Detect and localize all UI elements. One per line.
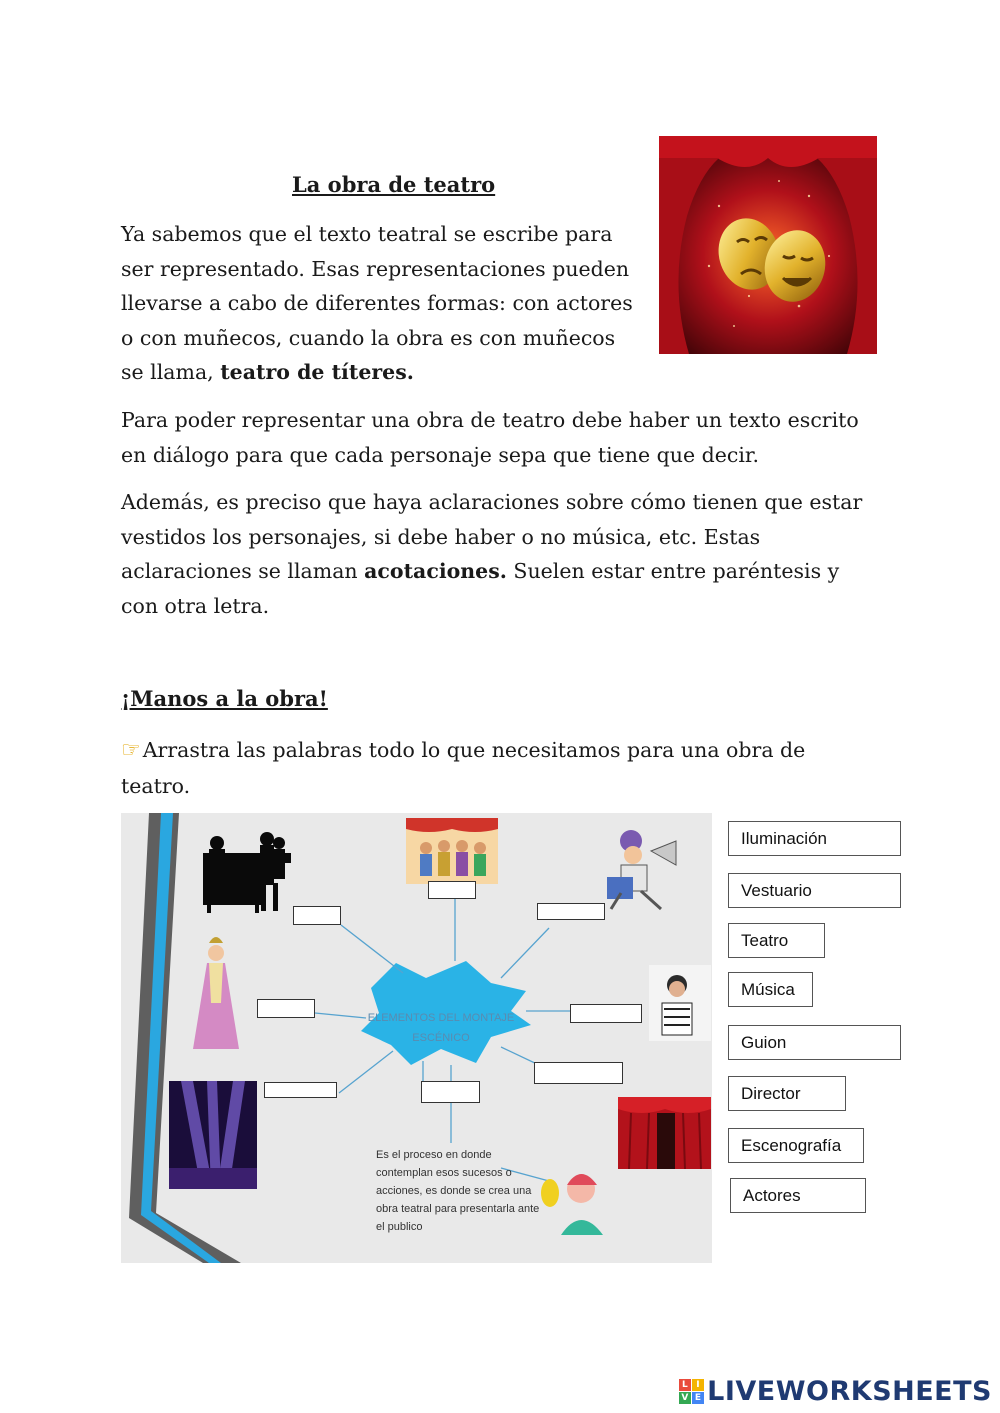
word-musica[interactable]: Música (728, 972, 813, 1007)
brand-text: LIVEWORKSHEETS (707, 1376, 992, 1407)
pointing-hand-icon: ☞ (121, 738, 141, 763)
scriptwriter-cartoon-image (541, 1174, 603, 1235)
concept-map (121, 813, 712, 1263)
paragraph-intro (121, 217, 641, 390)
liveworksheets-logo-icon (679, 1379, 704, 1404)
word-iluminacion[interactable]: Iluminación (728, 821, 901, 856)
drop-zone-musica[interactable] (293, 906, 341, 925)
page-title: La obra de teatro (292, 172, 496, 197)
drop-zone-escenografia[interactable] (534, 1062, 623, 1084)
word-director[interactable]: Director (728, 1076, 846, 1111)
word-escenografia[interactable]: Escenografía (728, 1128, 864, 1163)
stage-lights-image (169, 1081, 257, 1189)
center-title-line1: ELEMENTOS DEL MONTAJE (367, 1012, 515, 1024)
word-vestuario[interactable]: Vestuario (728, 873, 901, 908)
drop-zone-director[interactable] (537, 903, 605, 920)
drop-zone-vestuario[interactable] (257, 999, 315, 1018)
instruction-text: Arrastra las palabras todo lo que necesitamos para una obra de teatro. (121, 738, 806, 798)
liveworksheets-brand (679, 1376, 992, 1407)
paragraph-acotaciones (121, 485, 881, 623)
director-cartoon-image (607, 830, 676, 909)
drop-zone-iluminacion[interactable] (264, 1082, 337, 1098)
paragraph-intro-text: Ya sabemos que el texto teatral se escribe para ser representado. Esas representaciones pueden llevarse a cabo de diferentes formas: con actores o con muñecos, cuando la obra es con muñecos se llama, (121, 222, 633, 384)
logo-letter: E (692, 1392, 704, 1404)
logo-letter: I (692, 1379, 704, 1391)
actors-group-image (406, 818, 498, 884)
instruction (121, 733, 861, 803)
paragraph-acotaciones-text: Además, es preciso que haya aclaraciones sobre cómo tienen que estar vestidos los personajes, si debe haber o no música, etc. Estas aclaraciones se llaman (121, 490, 863, 583)
word-guion[interactable]: Guion (728, 1025, 901, 1060)
paragraph-acotaciones-bold: acotaciones. (364, 559, 507, 583)
drop-zone-actores[interactable] (428, 881, 476, 899)
costume-lady-image (193, 937, 239, 1049)
paragraph-intro-bold: teatro de títeres. (220, 360, 414, 384)
paragraph-acotaciones-end: Suelen estar entre paréntesis y con otra letra. (121, 559, 840, 618)
center-title-line2: ESCÉNICO (412, 1032, 470, 1044)
paragraph-dialogue: Para poder representar una obra de teatro debe haber un texto escrito en diálogo para que cada personaje sepa que tiene que decir. (121, 408, 859, 467)
drop-zone-teatro[interactable] (421, 1081, 480, 1103)
red-curtain-image (618, 1097, 711, 1169)
section-heading: ¡Manos a la obra! (121, 686, 328, 711)
logo-letter: V (679, 1392, 691, 1404)
word-actores[interactable]: Actores (730, 1178, 866, 1213)
musicians-silhouette (203, 832, 291, 913)
concept-description: Es el proceso en donde contemplan esos sucesos o acciones, es donde se crea una obra teatral para presentarla ante el publico (376, 1149, 540, 1233)
theater-masks-image (659, 136, 877, 354)
logo-letter: L (679, 1379, 691, 1391)
drop-zone-guion[interactable] (570, 1004, 642, 1023)
word-teatro[interactable]: Teatro (728, 923, 825, 958)
actor-photo-image (649, 965, 711, 1041)
